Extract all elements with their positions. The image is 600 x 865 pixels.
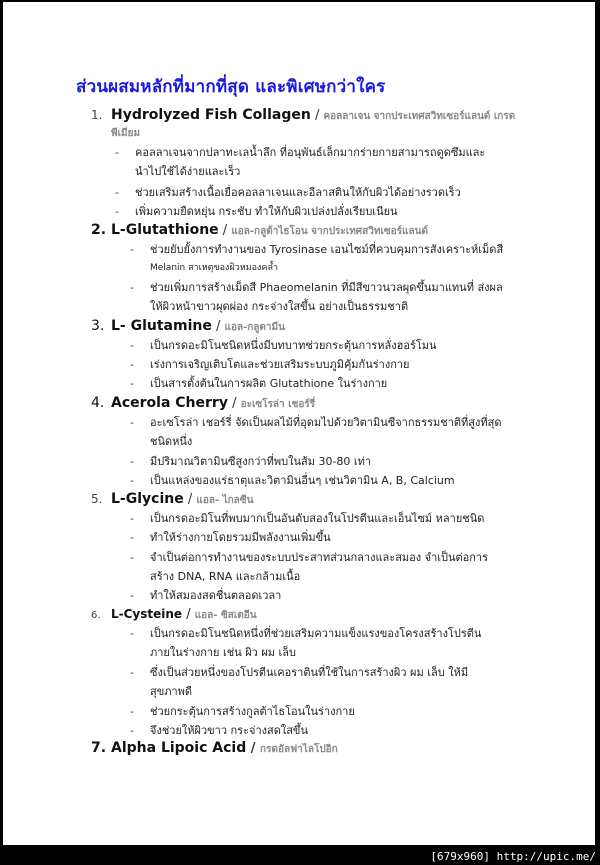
dash-bullet-icon: - xyxy=(115,205,119,218)
ingredient-name: L-Glycine xyxy=(111,491,184,507)
dash-bullet-icon: - xyxy=(130,339,134,352)
separator: / xyxy=(211,319,225,334)
bullet-text: ช่วยยับยั้งการทำงานของ Tyrosinase เอนไซม์ที่ควบคุมการสังเคราะห์เม็ดสี xyxy=(150,243,504,256)
separator: / xyxy=(182,607,195,622)
document-page xyxy=(3,2,595,845)
image-host-watermark: [679x960] http://upic.me/ xyxy=(430,850,596,863)
bullet-text: ภายในร่างกาย เช่น ผิว ผม เล็บ xyxy=(150,646,297,659)
bullet-text: มีปริมาณวิตามินซีสูงกว่าที่พบในส้ม 30-80 เท่า xyxy=(150,455,372,468)
bullet-item xyxy=(115,202,535,221)
bullet-text: เป็นสารตั้งต้นในการผลิต Glutathione ในร่างกาย xyxy=(150,377,388,390)
bullet-text: ช่วยเพิ่มการสร้างเม็ดสี Phaeomelanin ที่มีสีขาวนวลผุดขึ้นมาแทนที่ ส่งผล xyxy=(150,281,503,294)
bullet-continuation xyxy=(130,643,550,662)
bullet-item xyxy=(130,663,550,682)
bullet-text: ให้ผิวหน้าขาวผุดผ่อง กระจ่างใสขึ้น อย่างเป็นธรรมชาติ xyxy=(150,300,409,313)
bullet-item xyxy=(130,586,550,605)
bullet-text: จึงช่วยให้ผิวขาว กระจ่างสดใสขึ้น xyxy=(150,724,308,737)
ingredient-4-heading xyxy=(91,393,551,415)
ingredient-3-heading xyxy=(91,316,551,338)
item-number: 2. xyxy=(91,222,107,238)
bullet-text: คอลลาเจนจากปลาทะเลน้ำลึก ที่อนุพันธ์เล็กมากร่ายกายสามารถดูดซึมและ xyxy=(135,146,486,159)
dash-bullet-icon: - xyxy=(115,186,119,199)
separator: / xyxy=(218,223,232,238)
ingredient-name: L-Cysteine xyxy=(111,607,183,621)
item-number: 1. xyxy=(91,108,103,122)
dash-bullet-icon: - xyxy=(130,705,134,718)
ingredient-name: Hydrolyzed Fish Collagen xyxy=(111,107,311,123)
ingredient-thai-name: แอล- ซิสเตอีน xyxy=(194,610,257,621)
bullet-text: ทำให้สมองสดชื่นตลอดเวลา xyxy=(150,589,282,602)
bullet-continuation xyxy=(130,567,550,586)
dash-bullet-icon: - xyxy=(130,377,134,390)
bullet-item xyxy=(115,183,535,202)
item-number: 7. xyxy=(91,740,107,756)
bullet-item xyxy=(130,355,550,374)
bullet-text: เร่งการเจริญเติบโตและช่วยเสริมระบบภูมิคุ้มกันร่างกาย xyxy=(150,358,410,371)
bullet-item xyxy=(130,702,550,721)
dash-bullet-icon: - xyxy=(130,724,134,737)
bullet-text: ช่วยเสริมสร้างเนื้อเยื่อคอลลาเจนและอีลาสตินให้กับผิวได้อย่างรวดเร็ว xyxy=(135,186,461,199)
dash-bullet-icon: - xyxy=(130,243,134,256)
ingredient-5-heading xyxy=(91,489,551,511)
bullet-text: เป็นกรดอะมิโนที่พบมากเป็นอันดับสองในโปรตีนและเอ็นไซม์ หลายชนิด xyxy=(150,512,485,525)
bullet-continuation xyxy=(130,259,550,278)
item-number: 6. xyxy=(91,610,101,621)
bullet-text: ซึ่งเป็นส่วยหนึ่งของโปรตีนเคอราตินที่ใช้ในการสร้างผิว ผม เล็บ ให้มี xyxy=(150,666,469,679)
bullet-continuation xyxy=(130,432,550,451)
dash-bullet-icon: - xyxy=(130,358,134,371)
item-number: 4. xyxy=(91,395,105,411)
ingredient-thai-name: แอล-กลูต้าไธโอน จากประเทศสวิทเซอร์แลนด์ xyxy=(231,226,428,237)
page-title: ส่วนผสมหลักที่มากที่สุด และพิเศษกว่าใคร xyxy=(76,77,386,97)
ingredient-7-heading xyxy=(91,738,551,760)
separator: / xyxy=(310,108,324,123)
dash-bullet-icon: - xyxy=(130,589,134,602)
ingredient-1-heading xyxy=(91,105,551,141)
bullet-text: สุขภาพดี xyxy=(150,685,193,698)
bullet-text: เป็นแหล่งของแร่ธาตุและวิตามินอื่นๆ เช่นวิตามิน A, B, Calcium xyxy=(150,474,455,487)
bullet-text: นำไปใช้ได้ง่ายและเร็ว xyxy=(135,165,241,178)
bullet-item xyxy=(130,240,550,259)
bullet-continuation xyxy=(130,297,550,316)
ingredient-thai-name-cont: พีเมียม xyxy=(111,128,141,139)
dash-bullet-icon: - xyxy=(130,627,134,640)
bullet-item xyxy=(130,528,550,547)
dash-bullet-icon: - xyxy=(130,551,134,564)
bullet-text: Melanin สาเหตุของผิวหมองคล้ำ xyxy=(150,263,279,273)
bullet-continuation xyxy=(130,682,550,701)
ingredient-2-heading xyxy=(91,220,551,242)
bullet-text: เพิ่มความยืดหยุ่น กระชับ ทำให้กับผิวเปล่งปลั่งเรียบเนียน xyxy=(135,205,398,218)
bullet-text: ชนิดหนึ่ง xyxy=(150,435,193,448)
dash-bullet-icon: - xyxy=(115,146,119,159)
dash-bullet-icon: - xyxy=(130,666,134,679)
dash-bullet-icon: - xyxy=(130,416,134,429)
ingredient-name: L-Glutathione xyxy=(111,222,219,238)
dash-bullet-icon: - xyxy=(130,474,134,487)
bullet-item xyxy=(130,452,550,471)
bullet-text: ช่วยกระตุ้นการสร้างกูลต้าไธโอนในร่างกาย xyxy=(150,705,355,718)
ingredient-thai-name: อะเซโรล่า เชอร์รี่ xyxy=(240,399,316,410)
bullet-item xyxy=(130,509,550,528)
bullet-text: เป็นกรดอะมิโนชนิดหนึ่งมีบทบาทช่วยกระตุ้นการหลั่งฮอร์โมน xyxy=(150,339,437,352)
bullet-item xyxy=(130,413,550,432)
ingredient-name: Alpha Lipoic Acid xyxy=(111,740,247,756)
separator: / xyxy=(246,741,261,756)
dash-bullet-icon: - xyxy=(130,455,134,468)
item-number: 3. xyxy=(91,318,105,334)
separator: / xyxy=(183,492,197,507)
bullet-text: เป็นกรดอะมิโนชนิดหนึ่งที่ช่วยเสริมความแข็งแรงของโครงสร้างโปรตีน xyxy=(150,627,482,640)
bullet-text: จำเป็นต่อการทำงานของระบบประสาทส่วนกลางและสมอง จำเป็นต่อการ xyxy=(150,551,489,564)
bullet-item xyxy=(130,374,550,393)
separator: / xyxy=(227,396,241,411)
ingredient-name: Acerola Cherry xyxy=(111,395,228,411)
bullet-item xyxy=(130,624,550,643)
ingredient-name: L- Glutamine xyxy=(111,318,212,334)
ingredient-thai-name: แอล-กลูตามีน xyxy=(224,322,285,333)
item-number: 5. xyxy=(91,492,103,506)
ingredient-thai-name: คอลลาเจน จากประเทศสวิทเซอร์แลนด์ เกรด xyxy=(323,111,516,122)
dash-bullet-icon: - xyxy=(130,512,134,525)
bullet-item xyxy=(115,143,535,162)
bullet-text: สร้าง DNA, RNA และกล้ามเนื้อ xyxy=(150,570,301,583)
bullet-text: อะเซโรล่า เชอร์รี่ จัดเป็นผลไม้ที่อุดมไปด้วยวิตามินซีจากธรรมชาติที่สูงที่สุด xyxy=(150,416,502,429)
dash-bullet-icon: - xyxy=(130,531,134,544)
dash-bullet-icon: - xyxy=(130,281,134,294)
ingredient-thai-name: แอล- ไกลซีน xyxy=(196,495,254,506)
ingredient-thai-name: กรดอัลฟาไลโปอิก xyxy=(260,744,338,755)
bullet-text: ทำให้ร่างกายโดยรวมมีพลังงานเพิ่มขึ้น xyxy=(150,531,331,544)
bullet-item xyxy=(130,471,550,490)
bullet-continuation xyxy=(115,162,535,181)
bullet-item xyxy=(130,336,550,355)
ingredient-6-heading xyxy=(91,604,551,626)
bullet-item xyxy=(130,278,550,297)
bullet-item xyxy=(130,548,550,567)
